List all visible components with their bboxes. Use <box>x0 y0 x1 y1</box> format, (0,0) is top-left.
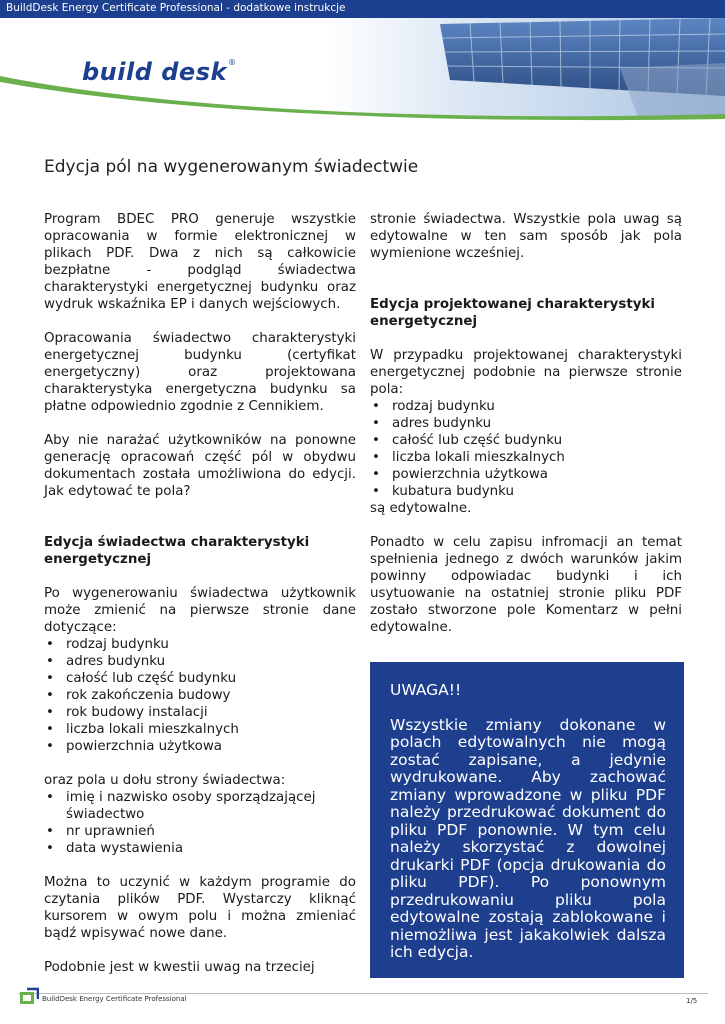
list-item: • kubatura budynku <box>372 484 514 499</box>
paid-documents-paragraph: Opracowania świadectwo charakterystyki energetycznej budynku (certyfikat energetyczny) oraz projektowana charakterystyka energetyczna budynku sa płatne odpowiednio zgodnie z Cennikiem. <box>44 331 356 414</box>
certificate-edit-intro: Po wygenerowaniu świadectwa użytkownik może zmienić na pierwsze stronie dane dotyczące: <box>44 586 356 635</box>
document-header-title: BuildDesk Energy Certificate Professional - dodatkowe instrukcje <box>6 2 346 14</box>
top-title-bar <box>0 0 725 18</box>
bullet-icon: • <box>46 671 54 686</box>
header-banner <box>0 18 725 123</box>
page-title: Edycja pól na wygenerowanym świadectwie <box>44 157 419 177</box>
projected-fields-intro: W przypadku projektowanej charakterystyki energetycznej podobnie na pierwsze stronie pola: <box>370 348 682 397</box>
bullet-icon: • <box>46 739 54 754</box>
list-item: • adres budynku <box>372 416 492 431</box>
bottom-fields-intro: oraz pola u dołu strony świadectwa: <box>44 773 286 788</box>
certificate-fields-list <box>44 636 356 755</box>
editable-note: są edytowalne. <box>370 501 472 516</box>
intro-paragraph: Program BDEC PRO generuje wszystkie opracowania w formie elektronicznej w plikach PDF. Dwa z nich są całkowicie bezpłatne - podgląd świadectwa charakterystyki energetycznej budynku oraz wydruk wskaźnika EP i danych wejściowych. <box>44 212 356 312</box>
list-item: • adres budynku <box>46 654 166 669</box>
logo-registered-mark: ® <box>227 58 237 67</box>
remarks-paragraph-start: Podobnie jest w kwestii uwag na trzeciej <box>44 960 315 975</box>
bullet-icon: • <box>46 841 54 856</box>
list-item: • powierzchnia użytkowa <box>372 467 548 482</box>
footer-divider <box>18 993 708 994</box>
list-item: • rodzaj budynku <box>46 637 169 652</box>
projected-fields-list <box>370 398 682 500</box>
bullet-icon: • <box>372 467 380 482</box>
list-item: • powierzchnia użytkowa <box>46 739 222 754</box>
builddesk-mark-icon <box>19 987 39 1005</box>
bullet-icon: • <box>46 654 54 669</box>
bullet-icon: • <box>372 484 380 499</box>
editable-fields-paragraph: Aby nie narażać użytkowników na ponowne generację opracowań część pól w obydwu dokumentach została umożliwiona do edycji. Jak edytować te pola? <box>44 433 356 499</box>
footer-product-name: BuildDesk Energy Certificate Professional <box>42 995 187 1003</box>
bullet-icon: • <box>46 790 54 805</box>
comment-field-paragraph: Ponadto w celu zapisu infromacji an temat spełnienia jednego z dwóch warunków jakim powinny odpowiadac budynki i ich usytuowanie na ostatniej stronie pliku PDF zostało stworzone pole Komentarz w pełni edytowalne. <box>370 535 682 635</box>
warning-body: Wszystkie zmiany dokonane w polach edytowalnych nie mogą zostać zapisane, a jedynie wydrukowane. Aby zachować zmiany wprowadzone w pliku PDF należy przedrukować dokument do pliku PDF ponownie. W tym celu należy skorzystać z dowolnej drukarki PDF (opcja drukowania do pliku PDF). Po ponownym przedrukowaniu pliku pola edytowalne zostają zablokowane i niemożliwa jest jakakolwiek dalsza ich edycja. <box>390 715 666 961</box>
list-item: • rodzaj budynku <box>372 399 495 414</box>
list-item: • imię i nazwisko osoby sporządzającej świadectwo <box>46 790 316 822</box>
list-item: • całość lub część budynku <box>46 671 237 686</box>
list-item: • liczba lokali mieszkalnych <box>372 450 565 465</box>
bullet-icon: • <box>372 433 380 448</box>
bullet-icon: • <box>46 722 54 737</box>
bullet-icon: • <box>46 688 54 703</box>
list-item: • całość lub część budynku <box>372 433 563 448</box>
bullet-icon: • <box>46 705 54 720</box>
list-item: • data wystawienia <box>46 841 184 856</box>
list-item: • nr uprawnień <box>46 824 155 839</box>
how-to-edit-paragraph: Można to uczynić w każdym programie do czytania plików PDF. Wystarczy kliknąć kursorem w owym polu i można zmieniać bądź wpisywać nowe dane. <box>44 875 356 941</box>
bullet-icon: • <box>372 399 380 414</box>
bullet-icon: • <box>46 637 54 652</box>
bottom-fields-list <box>44 789 356 857</box>
warning-title: UWAGA!! <box>390 681 462 699</box>
logo-wordmark: build desk <box>82 58 227 86</box>
remarks-paragraph-end: stronie świadectwa. Wszystkie pola uwag są edytowalne w ten sam sposób jak pola wymienione wcześniej. <box>370 212 682 261</box>
list-item: • rok budowy instalacji <box>46 705 208 720</box>
list-item: • liczba lokali mieszkalnych <box>46 722 239 737</box>
bullet-icon: • <box>372 416 380 431</box>
left-column <box>44 211 356 976</box>
certificate-edit-heading: Edycja świadectwa charakterystyki energetycznej <box>44 535 310 567</box>
warning-box <box>370 662 684 978</box>
right-column <box>370 211 682 636</box>
builddesk-logo <box>82 58 236 86</box>
bullet-icon: • <box>46 824 54 839</box>
list-item: • rok zakończenia budowy <box>46 688 231 703</box>
projected-characteristic-heading: Edycja projektowanej charakterystyki energetycznej <box>370 297 655 329</box>
page-number: 1/5 <box>686 997 698 1005</box>
bullet-icon: • <box>372 450 380 465</box>
